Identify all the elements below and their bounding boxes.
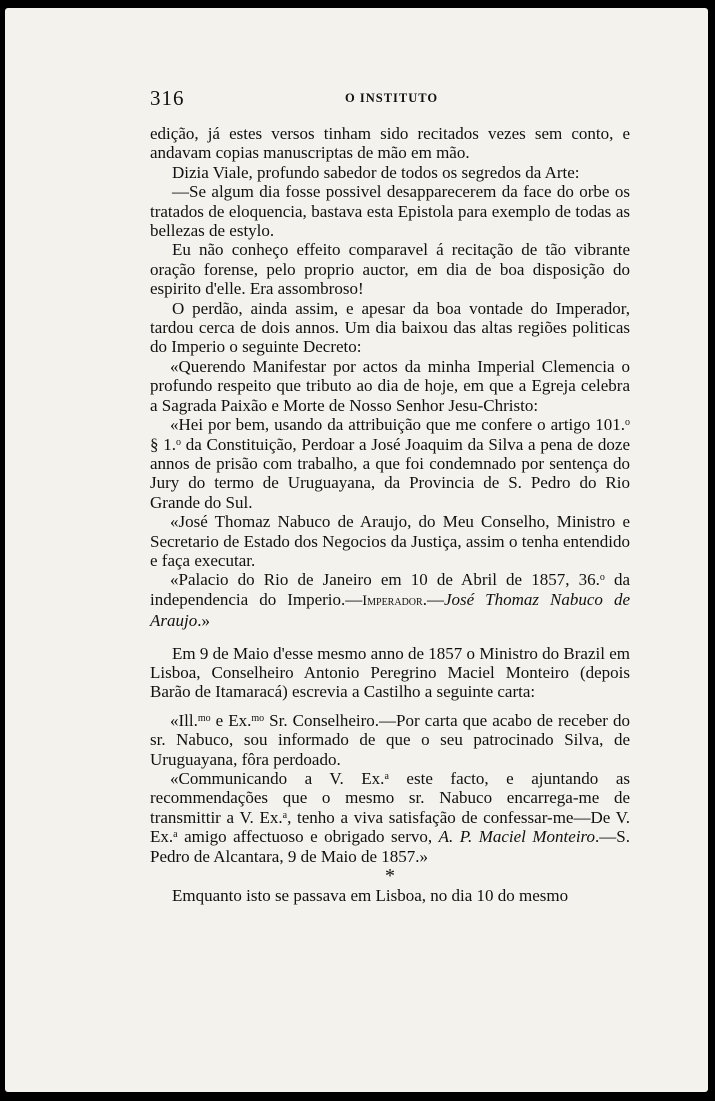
emperor-signature: Imperador [362,592,423,609]
paragraph: O perdão, ainda assim, e apesar da boa vontade do Imperador, tardou cerca de dois annos. Um dia baixou das altas regiões politicas do Imperio o seguinte Decreto: [150,298,630,357]
paragraph: edição, já estes versos tinham sido recitados vezes sem conto, e andavam copias manuscriptas de mão em mão. [150,124,630,163]
decree-paragraph: «Querendo Manifestar por actos da minha Imperial Clemencia o profundo respeito que tributo ao dia de hoje, em que a Egreja celebra a Sagrada Paixão e Morte de Nosso Senhor Jesu-Christo: [150,356,630,415]
paragraph: Em 9 de Maio d'esse mesmo anno de 1857 o Ministro do Brazil em Lisboa, Conselheiro Antonio Peregrino Maciel Monteiro (depois Barão de Itamaracá) escrevia a Castilho a seguinte carta: [150,643,630,702]
letter-paragraph: «Ill.$^{mo}$ e Ex.$^{mo}$ Sr. Conselheiro.—Por carta que acabo de receber do sr. Nabuco, sou informado de que o seu patrocinado Silva, de Uruguayana, fôra perdoado. [150,710,630,769]
letter-paragraph: «Communicando a V. Ex.$^a$ este facto, e ajuntando as recommendações que o mesmo sr. Nabuco encarrega-me de transmittir a V. Ex.$^a$, tenho a viva satisfação de confessar-me—De V. Ex.$^a$ amigo affectuoso e obrigado servo, A. P. Maciel Monteiro.—S. Pedro de Alcantara, 9 de Maio de 1857.» [150,769,631,866]
minister-signature: José Thomaz Nabuco de Araujo [150,589,630,631]
decree-paragraph: «Palacio do Rio de Janeiro em 10 de Abril de 1857, 36.$^o$ da independencia do Imperio.—Imperador.—José Thomaz Nabuco de Araujo.» [150,570,631,631]
paragraph: Emquanto isto se passava em Lisboa, no dia 10 do mesmo [172,886,569,906]
page-header [5,86,708,116]
page-number: 316 [150,86,185,110]
paragraph: Dizia Viale, profundo sabedor de todos os segredos da Arte: [172,162,580,182]
paragraph: —Se algum dia fosse possivel desapparecerem da face do orbe os tratados de eloquencia, bastava esta Epistola para exemplo de todas as bellezas de estylo. [150,182,630,241]
decree-paragraph: «José Thomaz Nabuco de Araujo, do Meu Conselho, Ministro e Secretario de Estado dos Negocios da Justiça, assim o tenha entendido e faça executar. [150,512,630,570]
paragraph: Eu não conheço effeito comparavel á recitação de tão vibrante oração forense, pelo proprio auctor, em dia de boa disposição do espirito d'elle. Era assombroso! [150,240,630,299]
letter-signature: A. P. Maciel Monteiro [438,827,596,847]
body-text [150,124,630,905]
section-ornament: * [385,865,395,888]
decree-paragraph: «Hei por bem, usando da attribuição que me confere o artigo 101.$^o$ § 1.$^o$ da Constituição, Perdoar a José Joaquim da Silva a pena de doze annos de prisão com trabalho, a que foi condemnado por sentença do Jury do termo de Uruguayana, da Provincia de S. Pedro do Rio Grande do Sul. [150,415,631,512]
running-head: O INSTITUTO [345,91,439,105]
